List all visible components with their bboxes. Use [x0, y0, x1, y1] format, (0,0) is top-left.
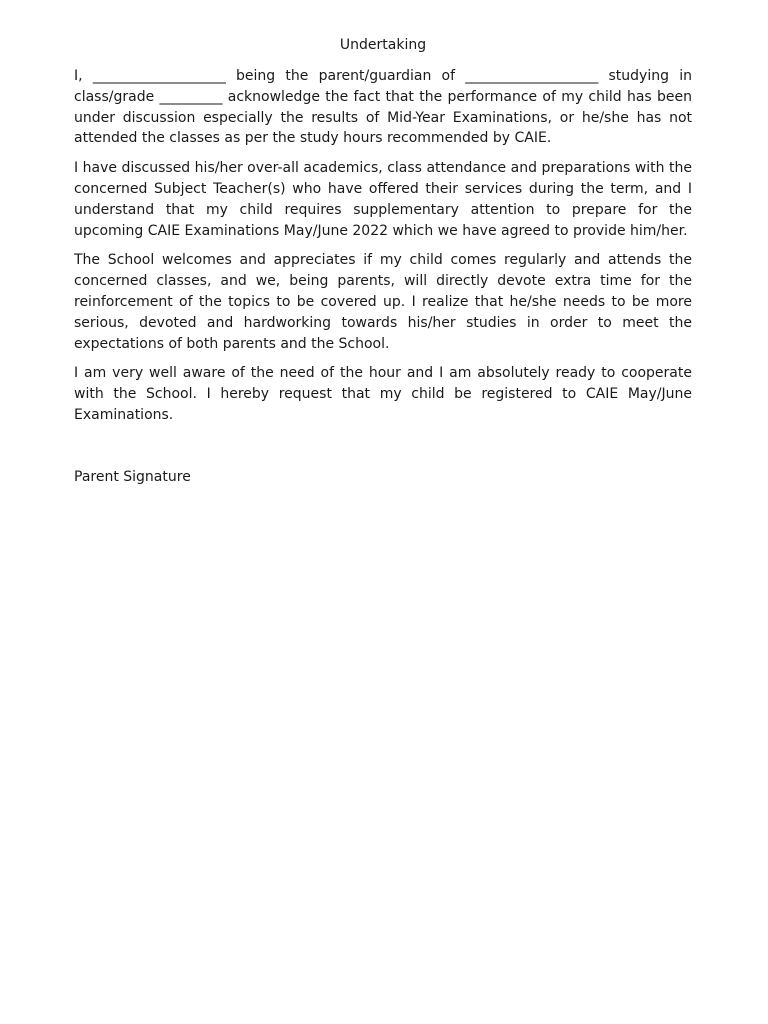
paragraph-discussion: I have discussed his/her over-all academics, class attendance and preparations with the concerned Subject Teacher(s) who have offered their services during the term, and I understand that my child requires supplementary attention to prepare for the upcoming CAIE Examinations May/June 2022 which we have agreed to provide him/her.	[74, 160, 692, 239]
paragraph-school-welcome: The School welcomes and appreciates if my child comes regularly and attends the concerned classes, and we, being parents, will directly devote extra time for the reinforcement of the topics to be covered up. I realize that he/she needs to be more serious, devoted and hardworking towards his/her studies in order to meet the expectations of both parents and the School.	[74, 252, 692, 352]
parent-signature-label: Parent Signature	[74, 468, 191, 485]
paragraph-declaration: I, ___________________ being the parent/guardian of ___________________ studying in class/grade _________ acknowledge the fact that the performance of my child has been under discussion especially the results of Mid-Year Examinations, or he/she has not attended the classes as per the study hours recommended by CAIE.	[74, 68, 692, 147]
document-title: Undertaking	[339, 37, 427, 53]
paragraph-registration-request: I am very well aware of the need of the hour and I am absolutely ready to cooperate with the School. I hereby request that my child be registered to CAIE May/June Examinations.	[74, 365, 692, 423]
